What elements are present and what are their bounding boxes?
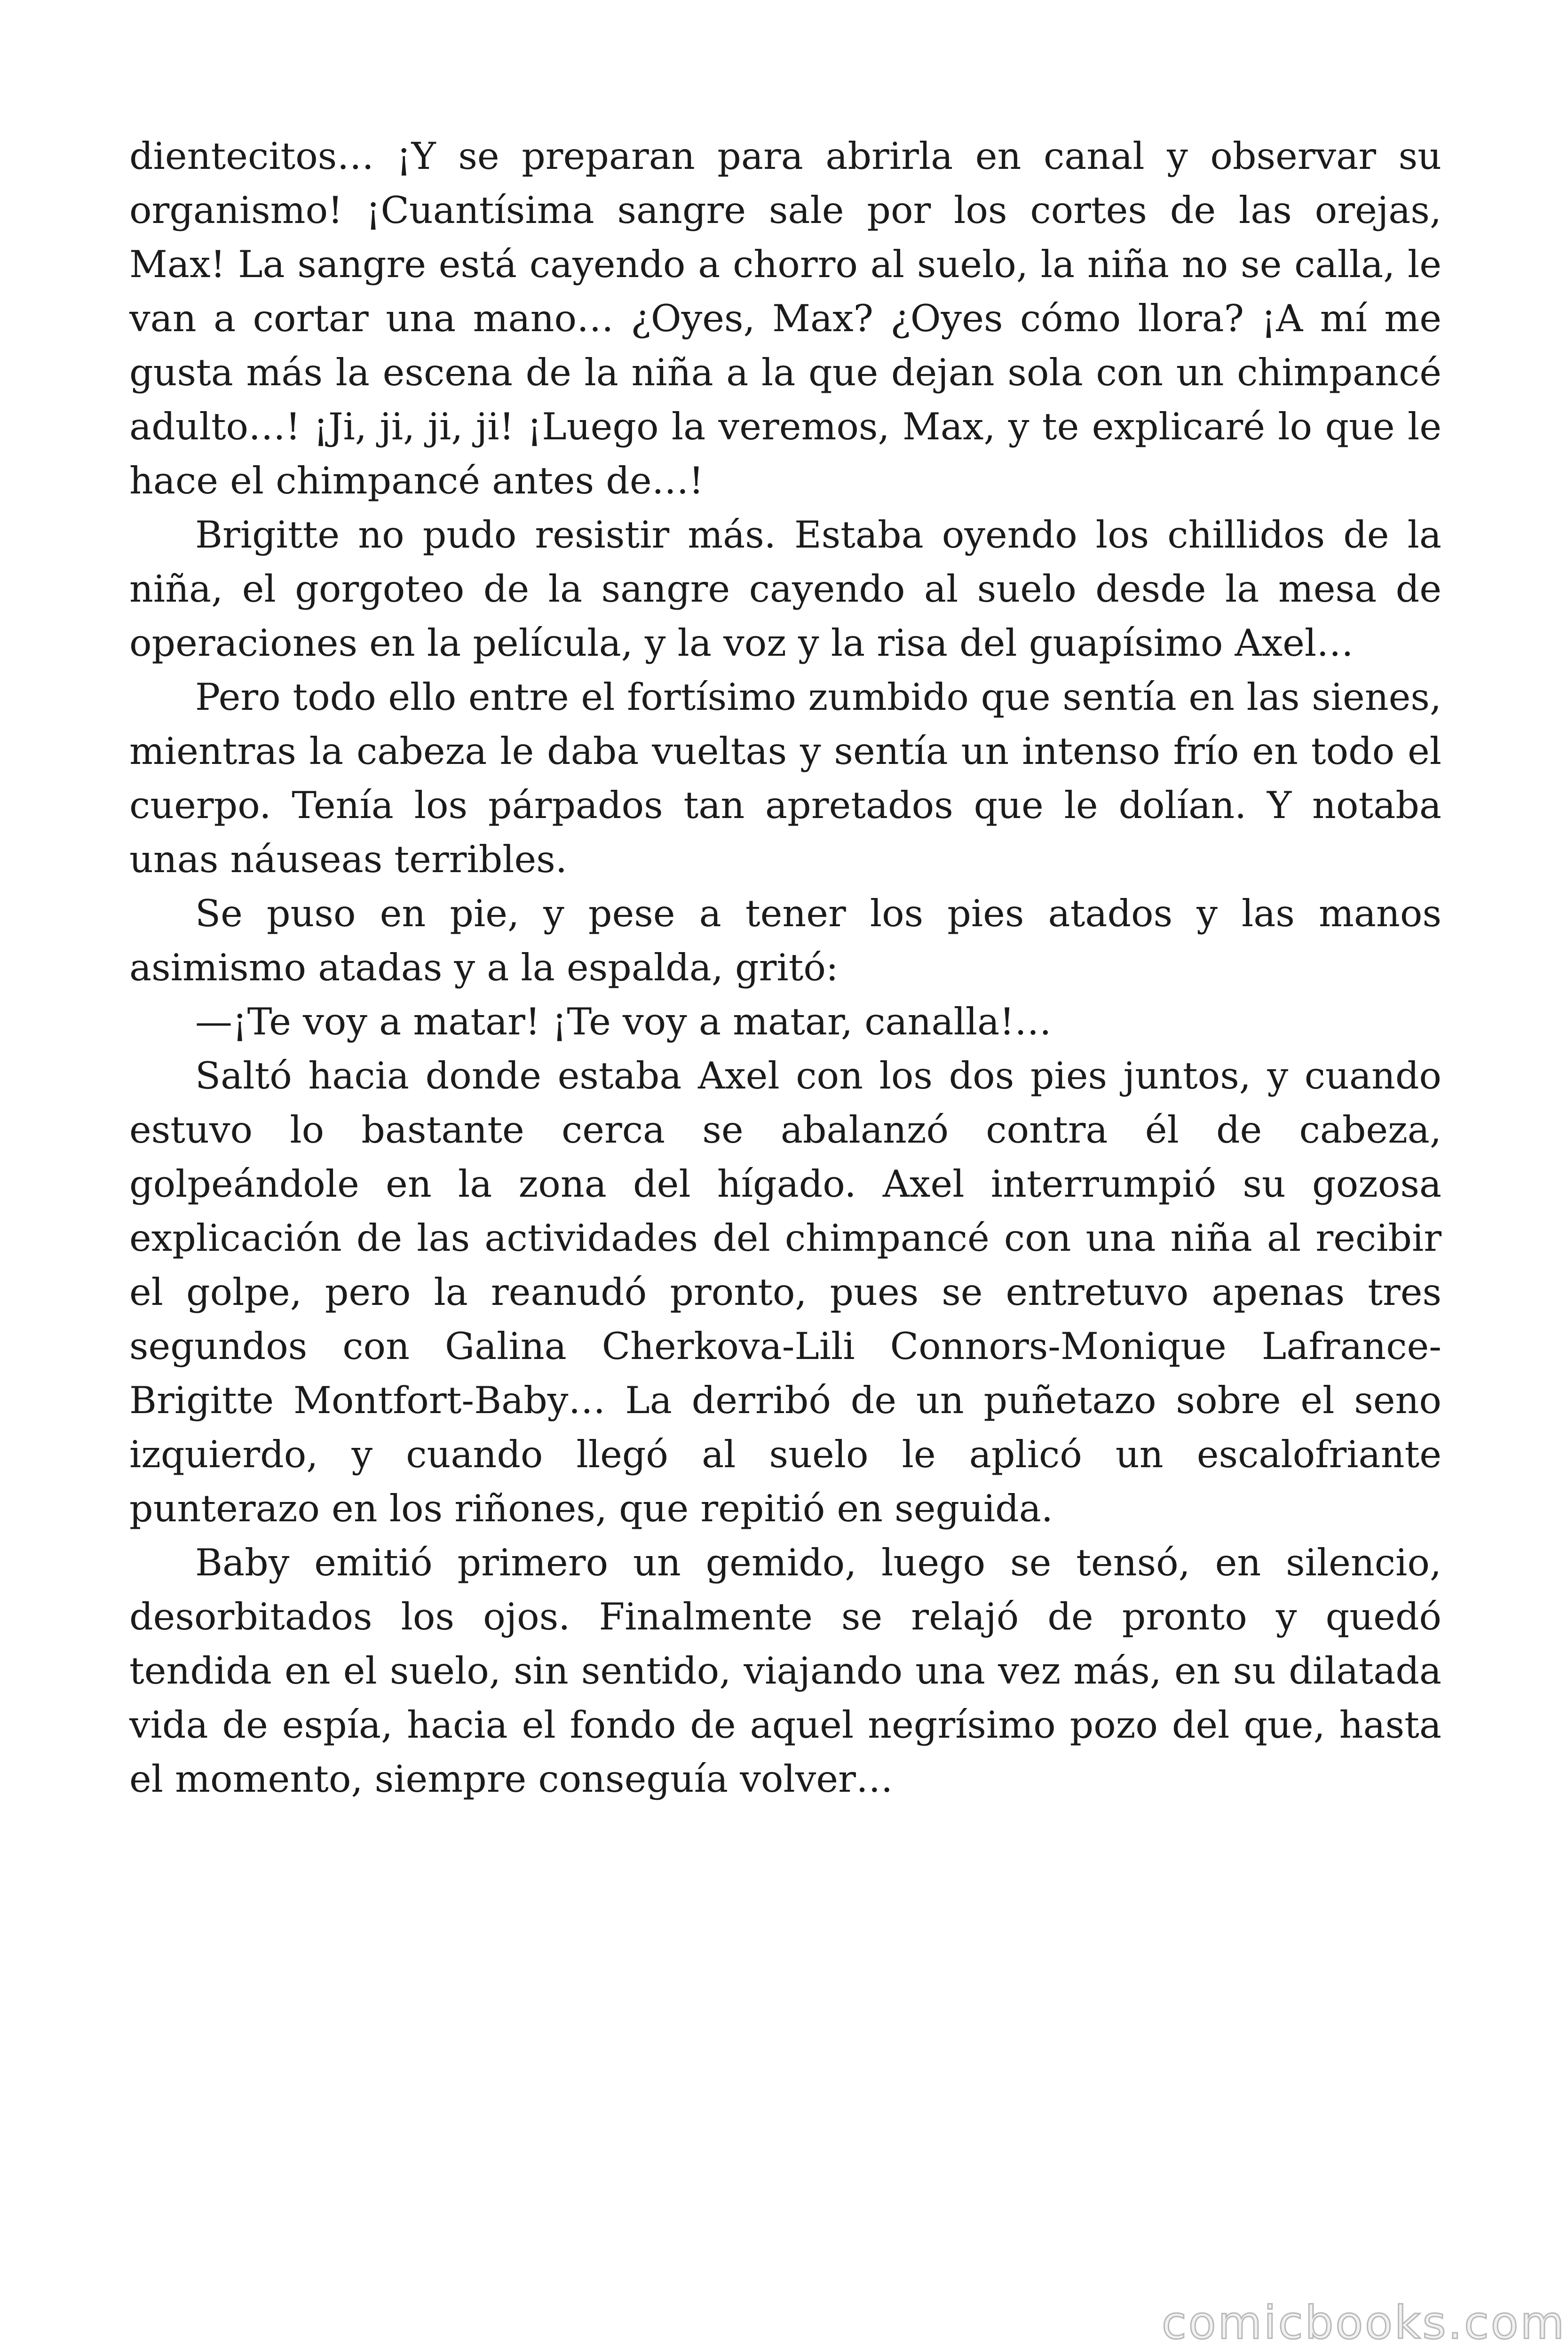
paragraph: Pero todo ello entre el fortísimo zumbido que sentía en las sienes, mientras la cabeza le daba vueltas y sentía un intenso frío en todo el cuerpo. Tenía los párpados tan apretados que le dolían. Y notaba unas náuseas terribles.: [129, 675, 1441, 881]
watermark-logo: comicbooks.com: [1162, 2296, 1567, 2349]
paragraph-continuation: dientecitos… ¡Y se preparan para abrirla en canal y observar su organismo! ¡Cuantísima sangre sale por los cortes de las orejas, Max! La sangre está cayendo a chorro al suelo, la niña no se calla, le van a cortar una mano… ¿Oyes, Max? ¿Oyes cómo llora? ¡A mí me gusta más la escena de la niña a la que dejan sola con un chimpancé adulto…! ¡Ji, ji, ji, ji! ¡Luego la veremos, Max, y te explicaré lo que le hace el chimpancé antes de…!: [129, 135, 1441, 502]
dialogue-line: —¡Te voy a matar! ¡Te voy a matar, canalla!…: [195, 1000, 1052, 1043]
paragraph: Brigitte no pudo resistir más. Estaba oyendo los chillidos de la niña, el gorgoteo de la sangre cayendo al suelo desde la mesa de operaciones en la película, y la voz y la risa del guapísimo Axel…: [129, 513, 1441, 665]
page-body: [129, 129, 1441, 1806]
paragraph: Baby emitió primero un gemido, luego se tensó, en silencio, desorbitados los ojos. Finalmente se relajó de pronto y quedó tendida en el suelo, sin sentido, viajando una vez más, en su dilatada vida de espía, hacia el fondo de aquel negrísimo pozo del que, hasta el momento, siempre conseguía volver…: [129, 1541, 1441, 1801]
paragraph: Se puso en pie, y pese a tener los pies atados y las manos asimismo atadas y a la espalda, gritó:: [129, 892, 1441, 989]
paragraph: Saltó hacia donde estaba Axel con los dos pies juntos, y cuando estuvo lo bastante cerca se abalanzó contra él de cabeza, golpeándole en la zona del hígado. Axel interrumpió su gozosa explicación de las actividades del chimpancé con una niña al recibir el golpe, pero la reanudó pronto, pues se entretuvo apenas tres segundos con Galina Cherkova-Lili Connors-Monique Lafrance-Brigitte Montfort-Baby… La derribó de un puñetazo sobre el seno izquierdo, y cuando llegó al suelo le aplicó un escalofriante punterazo en los riñones, que repitió en seguida.: [129, 1054, 1441, 1530]
